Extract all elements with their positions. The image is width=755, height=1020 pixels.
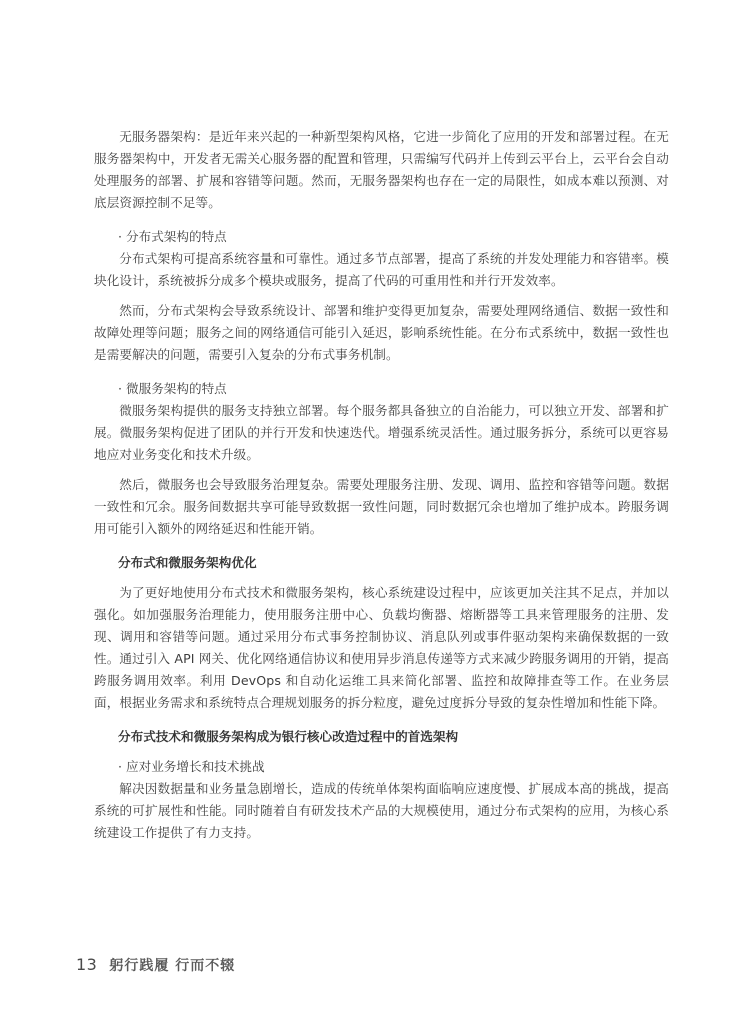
- microservice-paragraph-1: 微服务架构提供的服务支持独立部署。每个服务都具备独立的自治能力，可以独立开发、部署和扩展。微服务架构促进了团队的并行开发和快速迭代。增强系统灵活性。通过服务拆分，系统可以更容易地应对业务变化和技术升级。: [94, 403, 669, 462]
- main-content: [94, 126, 669, 844]
- optimization-paragraph: 为了更好地使用分布式技术和微服务架构，核心系统建设过程中，应该更加关注其不足点，并加以强化。如加强服务治理能力，使用服务注册中心、负载均衡器、熔断器等工具来管理服务的注册、发现、调用和容错等问题。通过采用分布式事务控制协议、消息队列或事件驱动架构来确保数据的一致性。通过引入 API 网关、优化网络通信协议和使用异步消息传递等方式来减少跨服务调用的开销，提高跨服务调用效率。利用 DevOps 和自动化运维工具来简化部署、监控和故障排查等工作。在业务层面，根据业务需求和系统特点合理规划服务的拆分粒度，避免过度拆分导致的复杂性增加和性能下降。: [94, 585, 669, 710]
- distributed-paragraph-1: 分布式架构可提高系统容量和可靠性。通过多节点部署，提高了系统的并发处理能力和容错率。模块化设计，系统被拆分成多个模块或服务，提高了代码的可重用性和并行开发效率。: [94, 251, 669, 288]
- page-footer: [76, 955, 235, 977]
- serverless-paragraph: 无服务器架构：是近年来兴起的一种新型架构风格，它进一步简化了应用的开发和部署过程。在无服务器架构中，开发者无需关心服务器的配置和管理，只需编写代码并上传到云平台上，云平台会自动处理服务的部署、扩展和容错等问题。然而，无服务器架构也存在一定的局限性，如成本难以预测、对底层资源控制不足等。: [94, 129, 669, 210]
- microservice-paragraph-2: 然后，微服务也会导致服务治理复杂。需要处理服务注册、发现、调用、监控和容错等问题。数据一致性和冗余。服务间数据共享可能导致数据一致性问题，同时数据冗余也增加了维护成本。跨服务调用可能引入额外的网络延迟和性能开销。: [94, 477, 669, 536]
- distributed-paragraph-2: 然而，分布式架构会导致系统设计、部署和维护变得更加复杂，需要处理网络通信、数据一致性和故障处理等问题；服务之间的网络通信可能引入延迟，影响系统性能。在分布式系统中，数据一致性也是需要解决的问题，需要引入复杂的分布式事务机制。: [94, 303, 669, 362]
- growth-challenge-bullet: · 应对业务增长和技术挑战: [118, 759, 265, 774]
- growth-paragraph: 解决因数据量和业务量急剧增长，造成的传统单体架构面临响应速度慢、扩展成本高的挑战，提高系统的可扩展性和性能。同时随着自有研发技术产品的大规模使用，通过分布式架构的应用，为核心系统建设工作提供了有力支持。: [94, 781, 669, 840]
- preferred-architecture-heading: 分布式技术和微服务架构成为银行核心改造过程中的首选架构: [118, 729, 459, 744]
- page-number: 13: [76, 955, 98, 974]
- distributed-features-bullet: · 分布式架构的特点: [118, 229, 227, 244]
- microservice-features-bullet: · 微服务架构的特点: [118, 381, 227, 396]
- optimization-heading: 分布式和微服务架构优化: [118, 555, 257, 570]
- footer-title: 躬行践履 行而不辍: [109, 958, 236, 974]
